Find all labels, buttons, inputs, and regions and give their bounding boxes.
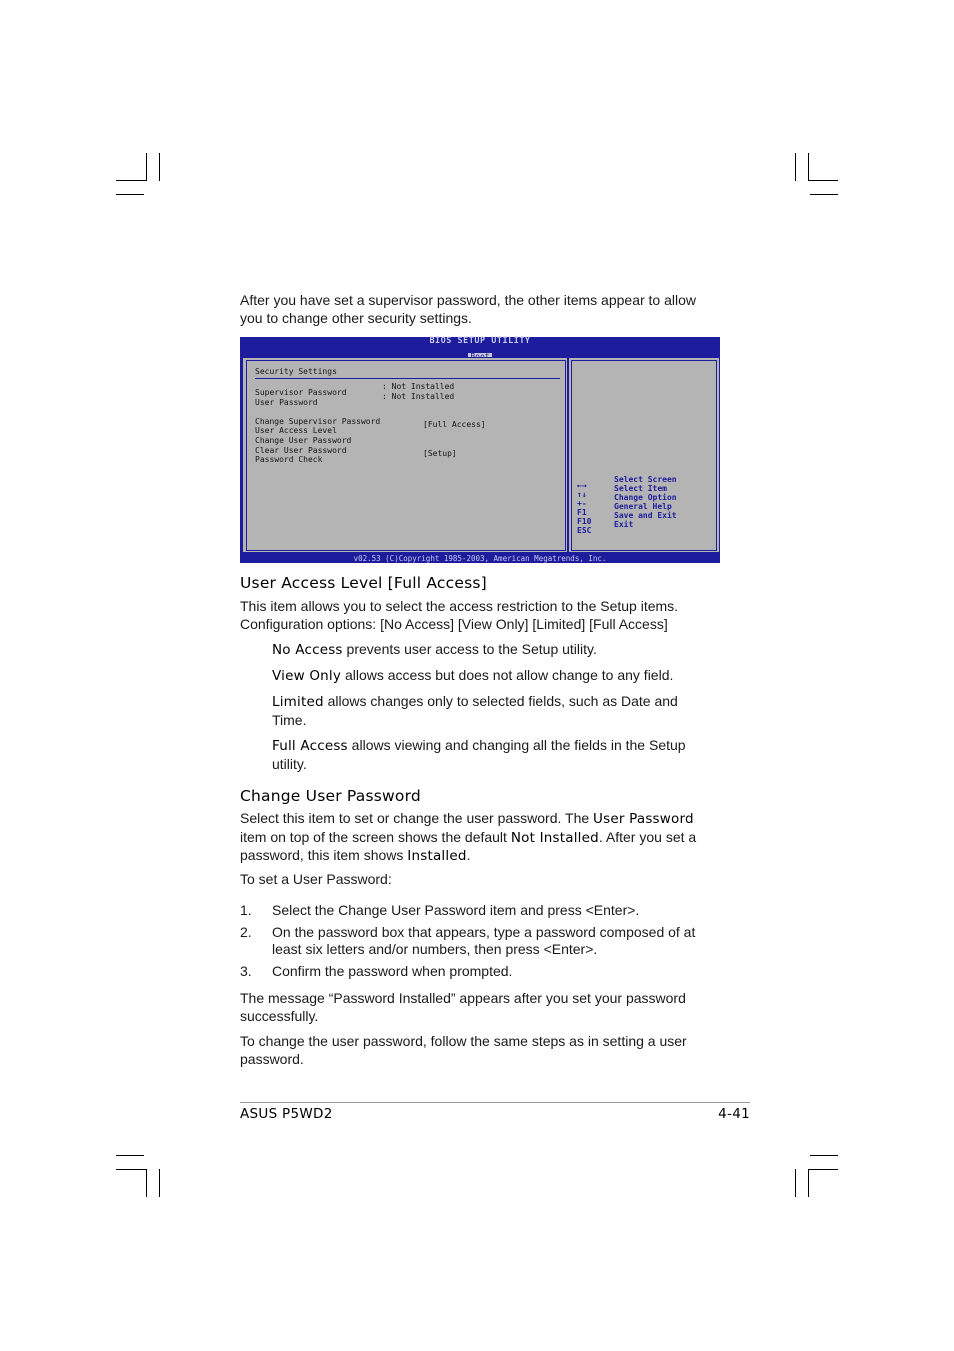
footer-page-number: 4-41 xyxy=(718,1106,750,1122)
footer-rule xyxy=(240,1102,750,1103)
option-term: Limited xyxy=(272,694,324,710)
steps-list xyxy=(240,902,710,980)
step-item xyxy=(240,924,710,959)
text-span: item on top of the screen shows the default xyxy=(240,828,511,845)
crop-mark xyxy=(810,1155,838,1156)
option-no-access xyxy=(272,641,712,660)
option-desc: prevents user access to the Setup utility. xyxy=(342,641,597,657)
bios-key-desc: Select Item xyxy=(614,484,667,493)
bios-setting-value: : Not Installed xyxy=(382,391,455,401)
step-number: 2. xyxy=(240,923,252,940)
change-password-paragraph: To change the user password, follow the same steps as in setting a user password. xyxy=(240,1033,687,1067)
term-user-password: User Password xyxy=(593,811,694,827)
bios-settings-panel xyxy=(242,357,568,553)
bios-key-desc: Exit xyxy=(614,520,634,529)
bios-setting-value: [Setup] xyxy=(423,449,457,459)
bios-setting-label: Change Supervisor Password xyxy=(255,416,381,426)
option-desc: allows access but does not allow change to any field. xyxy=(341,667,674,683)
option-desc: allows viewing and changing all the fields in the Setup utility. xyxy=(272,737,686,772)
section1-description: This item allows you to select the access restriction to the Setup items. Configuration options: [No Access] [View Only] [Limited] [Full Access] xyxy=(240,598,679,632)
step-text: On the password box that appears, type a password composed of at least six letters and/or numbers, then press <Enter>. xyxy=(272,923,696,957)
bios-key: ESC xyxy=(577,526,592,535)
bios-setting-label: Clear User Password xyxy=(255,445,347,455)
crop-mark xyxy=(159,153,160,181)
bios-setting-row xyxy=(255,430,555,445)
option-term: View Only xyxy=(272,668,342,684)
crop-mark xyxy=(810,194,838,195)
bios-setting-label: User Access Level xyxy=(255,426,337,436)
to-set-label: To set a User Password: xyxy=(240,871,392,887)
step-number: 3. xyxy=(240,962,252,979)
bios-setting-value: : Not Installed xyxy=(382,382,455,391)
bios-screenshot xyxy=(240,337,720,563)
bios-copyright: v02.53 (C)Copyright 1985-2003, American Megatrends, Inc. xyxy=(353,554,607,563)
bios-key: +- xyxy=(577,499,587,508)
bios-help-frame xyxy=(571,360,717,551)
bios-key-desc: Select Screen xyxy=(614,475,677,484)
crop-mark xyxy=(808,153,809,181)
step-item xyxy=(240,963,710,981)
bios-titlebar xyxy=(240,337,720,355)
term-not-installed: Not Installed xyxy=(510,829,599,846)
bios-key-desc: General Help xyxy=(614,502,672,511)
bios-key: ←→ xyxy=(577,481,587,490)
bios-setting-label: Password Check xyxy=(255,455,323,465)
crop-mark xyxy=(146,153,147,181)
crop-mark xyxy=(159,1169,160,1197)
bios-key-row xyxy=(577,511,677,526)
bios-setting-label: User Password xyxy=(255,397,318,407)
crop-mark xyxy=(146,1169,147,1197)
footer-product: ASUS P5WD2 xyxy=(240,1106,333,1122)
crop-mark xyxy=(116,1155,144,1156)
bios-setting-row xyxy=(255,391,555,407)
message-paragraph: The message “Password Installed” appears after you set your password successfully. xyxy=(240,990,686,1024)
bios-setting-row xyxy=(255,420,555,436)
bios-setting-label: Supervisor Password xyxy=(255,388,347,397)
bios-setting-label: Change User Password xyxy=(255,435,352,445)
section-heading-change-user-password: Change User Password xyxy=(240,787,421,805)
bios-key: F10 xyxy=(577,517,592,526)
crop-mark xyxy=(808,1169,809,1197)
option-desc: allows changes only to selected fields, such as Date and Time. xyxy=(272,693,678,728)
bios-key: ↑↓ xyxy=(577,490,587,499)
option-term: Full Access xyxy=(272,738,348,754)
bios-key-desc: Save and Exit xyxy=(614,511,677,520)
bios-key-legend xyxy=(577,475,677,535)
bios-key-row xyxy=(577,520,634,535)
step-text: Confirm the password when prompted. xyxy=(272,962,513,979)
crop-mark xyxy=(116,180,146,181)
step-text: Select the Change User Password item and press <Enter>. xyxy=(272,902,640,918)
text-span: Select this item to set or change the user password. The xyxy=(240,810,594,826)
option-view-only xyxy=(272,667,712,686)
intro-paragraph: After you have set a supervisor password, the other items appear to allow you to change other security settings. xyxy=(240,292,697,326)
bios-setting-row xyxy=(255,401,555,411)
bios-title: BIOS SETUP UTILITY xyxy=(429,336,531,346)
bios-settings-frame xyxy=(246,360,566,551)
text-span: . xyxy=(466,847,471,863)
bios-key-desc: Change Option xyxy=(614,493,677,502)
step-number: 1. xyxy=(240,902,252,918)
section2-description xyxy=(240,810,718,866)
bios-help-panel xyxy=(568,357,720,553)
option-term: No Access xyxy=(272,642,343,658)
bios-setting-row xyxy=(255,382,555,397)
crop-mark xyxy=(795,1169,796,1197)
step-item xyxy=(240,902,710,920)
bios-section-rule xyxy=(255,378,560,379)
crop-mark xyxy=(808,1169,838,1170)
section-heading-user-access-level: User Access Level [Full Access] xyxy=(240,574,487,592)
bios-key: F1 xyxy=(577,508,587,517)
option-full-access xyxy=(272,737,712,773)
term-installed: Installed xyxy=(407,848,467,864)
crop-mark xyxy=(116,194,144,195)
crop-mark xyxy=(795,153,796,181)
bios-setting-value: [Full Access] xyxy=(423,420,486,430)
option-limited xyxy=(272,693,702,729)
crop-mark xyxy=(808,180,838,181)
bios-section-title: Security Settings xyxy=(255,367,337,376)
text-span: . After you set a password, this item shows xyxy=(240,828,697,863)
crop-mark xyxy=(116,1169,146,1170)
bios-setting-row xyxy=(255,449,555,465)
bios-settings-list xyxy=(255,382,555,465)
